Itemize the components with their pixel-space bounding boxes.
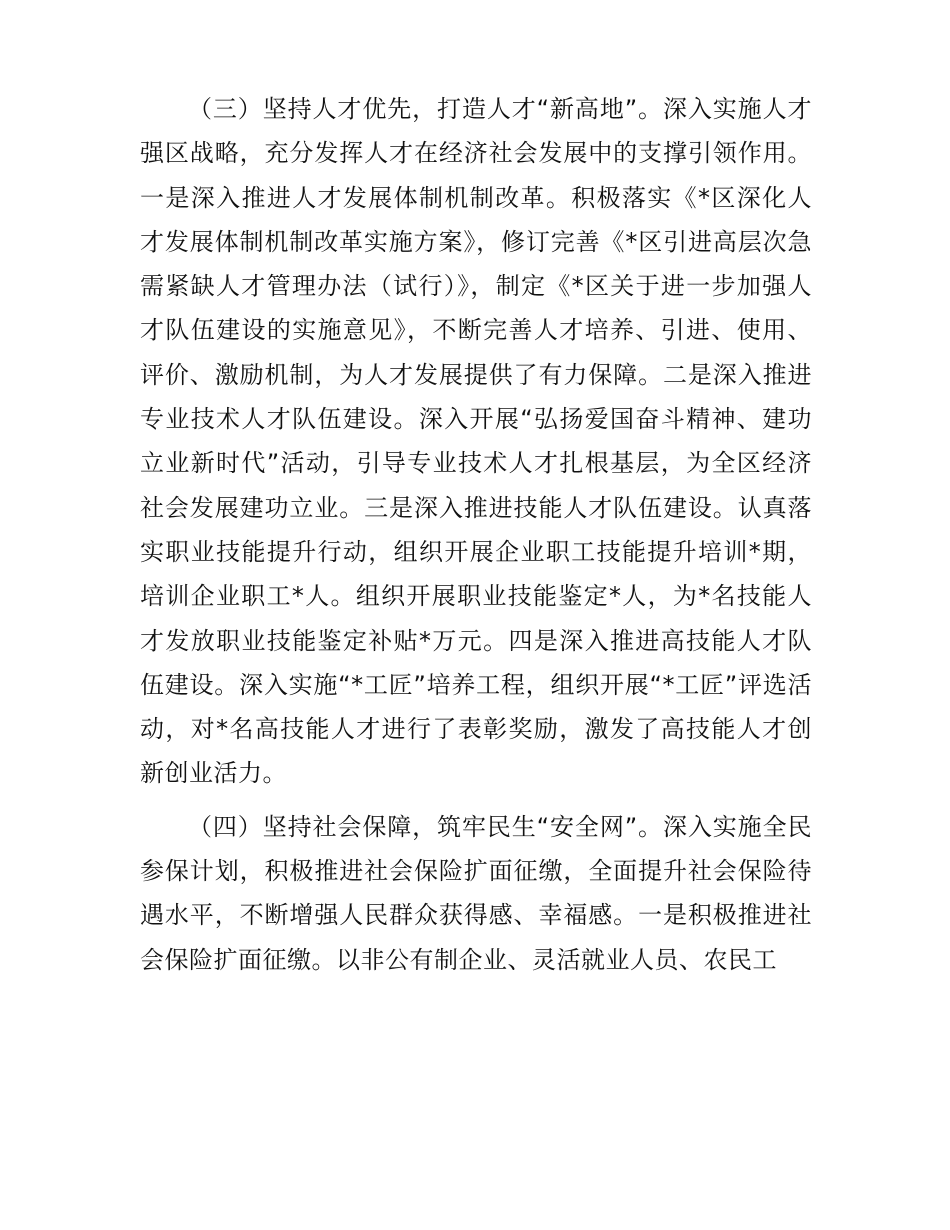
section-heading-four: （四）坚持社会保障，筑牢民生“安全网”。 bbox=[188, 812, 663, 841]
section-heading-three: （三）坚持人才优先，打造人才“新高地”。 bbox=[188, 95, 663, 123]
paragraph-text: 深入实施人才强区战略，充分发挥人才在经济社会发展中的支撑引领作用。一是深入推进人才发展体制机制改革。积极落实《*区深化人才发展体制机制改革实施方案》，修订完善《*区引进高层次急需紧缺人才管理办法（试行）》，制定《*区关于进一步加强人才队伍建设的实施意见》，不断完善人才培养、引进、使用、评价、激励机制，为人才发展提供了有力保障。二是深入推进专业技术人才队伍建设。深入开展“弘扬爱国奋斗精神、建功立业新时代”活动，引导专业技术人才扎根基层，为全区经济社会发展建功立业。三是深入推进技能人才队伍建设。认真落实职业技能提升行动，组织开展企业职工技能提升培训*期，培训企业职工*人。组织开展职业技能鉴定*人，为*名技能人才发放职业技能鉴定补贴*万元。四是深入推进高技能人才队伍建设。深入实施“*工匠”培养工程，组织开展“*工匠”评选活动，对*名高技能人才进行了表彰奖励，激发了高技能人才创新创业活力。 bbox=[140, 95, 812, 788]
paragraph-text: 深入实施全民参保计划，积极推进社会保险扩面征缴，全面提升社会保险待遇水平，不断增强人民群众获得感、幸福感。一是积极推进社会保险扩面征缴。以非公有制企业、灵活就业人员、农民工 bbox=[140, 812, 812, 974]
paragraph-social-security bbox=[140, 805, 812, 982]
paragraph-talent-priority bbox=[140, 87, 812, 796]
document-body bbox=[140, 87, 812, 982]
